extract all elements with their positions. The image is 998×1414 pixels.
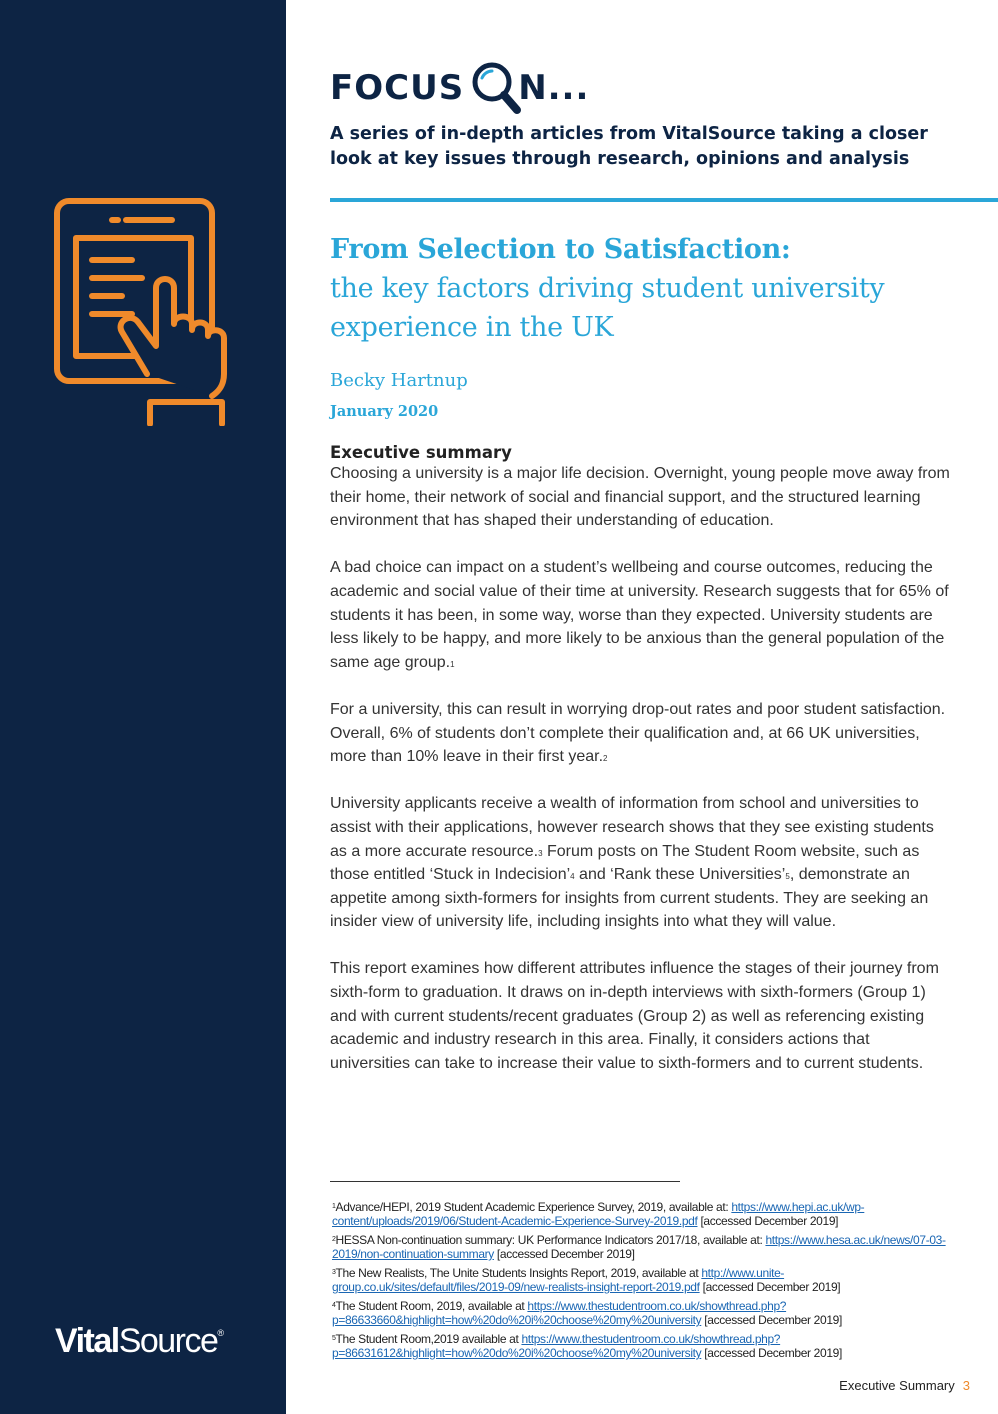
summary-p4-text-a: University applicants receive a wealth of information from school and universities to assist with their applications, however research shows that they see existing students as a more accurate resource. <box>330 795 934 860</box>
footnote-text: HESSA Non-continuation summary: UK Performance Indicators 2017/18, available at: <box>335 1233 766 1247</box>
footnote-ref[interactable]: 5 <box>785 872 790 882</box>
article-title-sub: the key factors driving student university experience in the UK <box>330 273 885 343</box>
footnote-ref[interactable]: 4 <box>570 872 575 882</box>
series-description: A series of in-depth articles from VitalSource taking a closer look at key issues through research, opinions and analysis <box>330 124 928 169</box>
footnote-item <box>332 1200 952 1228</box>
footnote-link[interactable]: https://www.hepi.ac.uk/wp-content/uploads/2019/06/Student-Academic-Experience-Survey-2019.pdf <box>332 1200 865 1228</box>
tablet-touch-icon <box>52 196 232 426</box>
page-number: 3 <box>962 1378 970 1393</box>
summary-paragraph-4 <box>330 792 950 934</box>
header-divider <box>330 198 998 202</box>
footnote-text: The New Realists, The Unite Students Insights Report, 2019, available at <box>335 1266 702 1280</box>
executive-summary-heading: Executive summary <box>330 443 512 462</box>
footnote-link[interactable]: http://www.unite-group.co.uk/sites/default/files/2019-09/new-realists-insight-report-2019.pdf <box>332 1266 785 1294</box>
footnote-text: Advance/HEPI, 2019 Student Academic Experience Survey, 2019, available at: <box>335 1200 732 1214</box>
footer-section-name: Executive Summary <box>839 1378 955 1393</box>
footnote-ref[interactable]: 2 <box>603 754 608 764</box>
summary-p2-text: A bad choice can impact on a student’s wellbeing and course outcomes, reducing the academic and social value of their time at university. Research suggests that for 65% of students it has been, in some way, worse than they expected. University students are less likely to be happy, and more likely to be anxious than the general population of the same age group. <box>330 559 949 671</box>
vitalsource-logo <box>55 1322 224 1361</box>
page-footer <box>839 1378 970 1393</box>
focus-on-title <box>330 60 589 116</box>
footnote-link[interactable]: https://www.thestudentroom.co.uk/showthread.php?p=86631612&highlight=how%20do%20i%20choose%20my%20university <box>332 1332 781 1360</box>
footnote-divider <box>330 1181 680 1182</box>
publication-date: January 2020 <box>330 403 439 420</box>
author-name: Becky Hartnup <box>330 370 468 391</box>
footnote-item <box>332 1299 952 1327</box>
sidebar <box>0 0 286 1414</box>
footnote-number: 5 <box>332 1335 336 1342</box>
registered-mark: ® <box>217 1328 225 1338</box>
summary-p4-text-c: and ‘Rank these Universities’ <box>574 866 786 884</box>
footnote-item <box>332 1266 952 1294</box>
summary-paragraph-5: This report examines how different attributes influence the stages of their journey from sixth-form to graduation. It draws on in-depth interviews with sixth-formers (Group 1) and with current students/recent graduates (Group 2) as well as referencing existing academic and industry research in this area. Finally, it considers actions that universities can take to increase their value to sixth-formers and to current students. <box>330 960 939 1072</box>
footnote-ref[interactable]: 1 <box>450 659 455 669</box>
footnote-text: The Student Room, 2019, available at <box>335 1299 528 1313</box>
footnote-number: 2 <box>332 1236 336 1243</box>
footnote-accessed: [accessed December 2019] <box>701 1346 842 1360</box>
footnote-item <box>332 1233 952 1261</box>
summary-paragraph-1: Choosing a university is a major life decision. Overnight, young people move away from their home, their network of social and financial support, and the structured learning environment that has shaped their understanding of education. <box>330 465 950 530</box>
footnotes <box>332 1200 952 1365</box>
footnote-link[interactable]: https://www.thestudentroom.co.uk/showthread.php?p=86633660&highlight=how%20do%20i%20choose%20my%20university <box>332 1299 787 1327</box>
logo-text-vital: Vital <box>55 1322 119 1360</box>
focus-title-ellipsis: N... <box>518 68 590 108</box>
focus-title-text: FOCUS <box>330 68 465 108</box>
summary-p4-text-b: Forum posts on The Student Room website, such as those entitled ‘Stuck in Indecision’ <box>330 842 920 884</box>
executive-summary-body <box>330 462 950 1099</box>
footnote-accessed: [accessed December 2019] <box>697 1214 839 1228</box>
summary-p4-text-d: , demonstrate an appetite among sixth-formers for insights from current students. They are seeking an insider view of university life, including insights into what they will value. <box>330 866 929 931</box>
footnote-ref[interactable]: 3 <box>538 848 543 858</box>
summary-p3-text: For a university, this can result in worrying drop-out rates and poor student satisfaction. Overall, 6% of students don’t complete their qualification and, at 66 UK universities, more than 10% leave in their first year. <box>330 700 946 766</box>
footnote-text: The Student Room,2019 available at <box>335 1332 522 1346</box>
article-title-main: From Selection to Satisfaction: <box>330 234 791 265</box>
footnote-number: 4 <box>332 1302 336 1309</box>
footnote-number: 3 <box>332 1269 336 1276</box>
footnote-link[interactable]: https://www.hesa.ac.uk/news/07-03-2019/non-continuation-summary <box>332 1233 946 1261</box>
footnote-number: 1 <box>332 1203 336 1210</box>
footnote-accessed: [accessed December 2019] <box>493 1247 635 1261</box>
summary-paragraph-2 <box>330 556 950 674</box>
footnote-accessed: [accessed December 2019] <box>701 1313 842 1327</box>
summary-paragraph-3 <box>330 698 950 769</box>
article-title <box>330 230 970 347</box>
magnifier-icon <box>470 60 522 116</box>
footnote-accessed: [accessed December 2019] <box>699 1280 841 1294</box>
footnote-item <box>332 1332 952 1360</box>
logo-text-source: Source <box>118 1322 218 1360</box>
